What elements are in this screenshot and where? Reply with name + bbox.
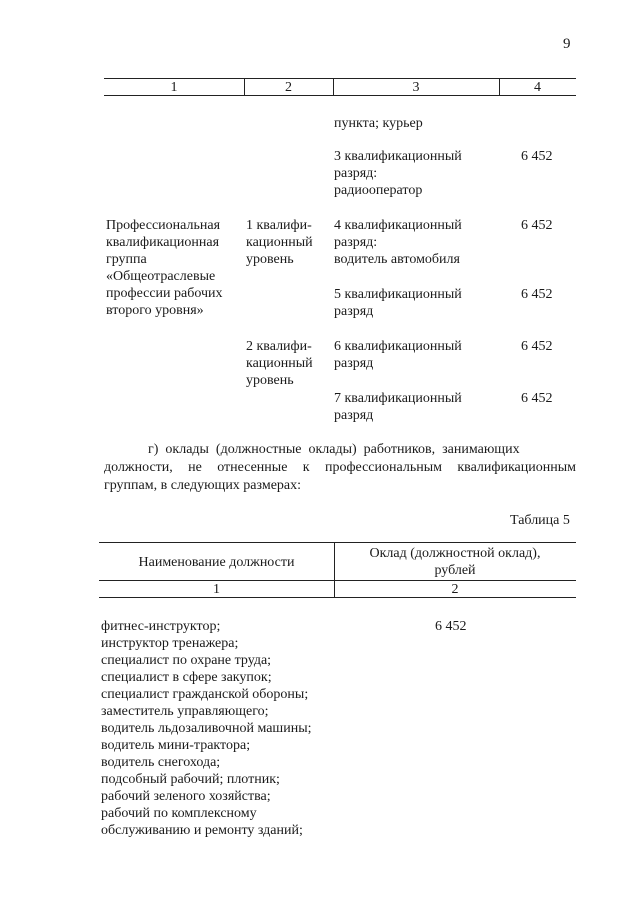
position-cell: 5 квалификационный разряд xyxy=(334,287,462,319)
position-cell: 6 квалификационный разряд xyxy=(334,339,462,371)
list-item: обслуживанию и ремонту зданий; xyxy=(101,823,303,838)
list-item: подсобный рабочий; плотник; xyxy=(101,772,280,787)
list-item: специалист в сфере закупок; xyxy=(101,670,272,685)
salary-cell: 6 452 xyxy=(521,339,553,354)
position-cell: 3 квалификационный разряд: радиооператор xyxy=(334,149,462,198)
salary-cell: 6 452 xyxy=(435,619,467,634)
column-number: 3 xyxy=(412,80,420,95)
table-caption: Таблица 5 xyxy=(510,513,570,528)
position-list xyxy=(101,618,312,839)
list-item: водитель мини-трактора; xyxy=(101,738,251,753)
position-cell: 7 квалификационный разряд xyxy=(334,391,462,423)
column-header: Наименование должности xyxy=(138,555,295,570)
level-cell: 2 квалифи- кационный уровень xyxy=(246,339,313,388)
group-name-cell: Профессиональная квалификационная группа «Общеотраслевые профессии рабочих второго уровня» xyxy=(106,218,223,318)
list-item: заместитель управляющего; xyxy=(101,704,269,719)
salary-cell: 6 452 xyxy=(521,287,553,302)
position-cell: 4 квалификационный разряд: водитель автомобиля xyxy=(334,218,462,267)
position-cell: пункта; курьер xyxy=(334,116,423,131)
list-item: специалист гражданской обороны; xyxy=(101,687,309,702)
list-item: специалист по охране труда; xyxy=(101,653,272,668)
salary-cell: 6 452 xyxy=(521,149,553,164)
list-item: фитнес-инструктор; xyxy=(101,619,221,634)
table-border xyxy=(99,542,576,543)
column-number: 2 xyxy=(285,80,292,95)
column-number: 4 xyxy=(534,80,541,95)
list-item: водитель снегохода; xyxy=(101,755,221,770)
salary-cell: 6 452 xyxy=(521,391,553,406)
page-number: 9 xyxy=(563,36,571,52)
list-item: рабочий зеленого хозяйства; xyxy=(101,789,271,804)
column-number: 1 xyxy=(213,582,220,597)
level-cell: 1 квалифи- кационный уровень xyxy=(246,218,313,267)
list-item: инструктор тренажера; xyxy=(101,636,239,651)
list-item: водитель льдозаливочной машины; xyxy=(101,721,312,736)
column-header: Оклад (должностной оклад), рублей xyxy=(369,546,541,578)
salary-cell: 6 452 xyxy=(521,218,553,233)
column-number: 1 xyxy=(170,80,178,95)
list-item: рабочий по комплексному xyxy=(101,806,257,821)
column-number: 2 xyxy=(451,582,459,597)
paragraph-line: группам, в следующих размерах: xyxy=(104,478,302,493)
paragraph-line: г) оклады (должностные оклады) работников, занимающих xyxy=(148,442,520,457)
paragraph-line: должности, не отнесенные к профессиональным квалификационным xyxy=(104,460,576,475)
